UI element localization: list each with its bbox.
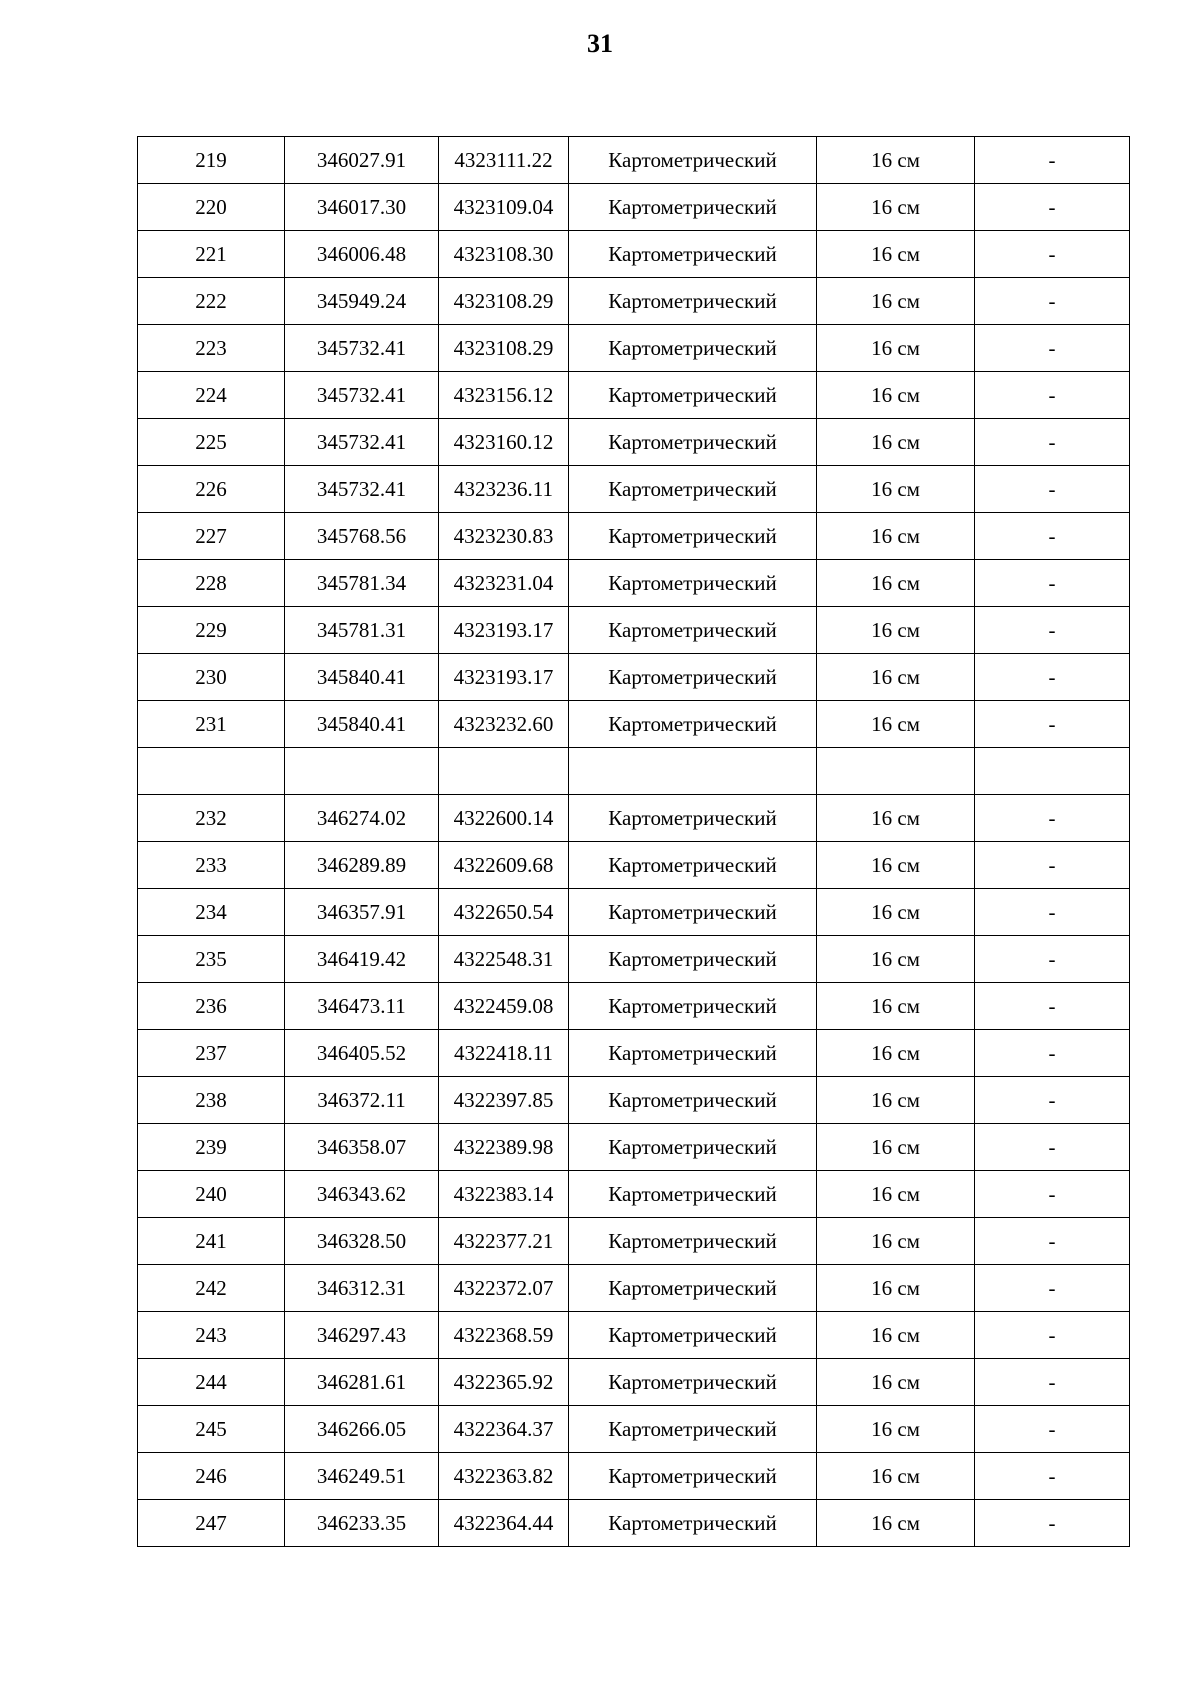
y-coordinate-cell: 4323160.12 bbox=[439, 419, 569, 466]
point-number-cell: 231 bbox=[138, 701, 285, 748]
point-number-cell: 240 bbox=[138, 1171, 285, 1218]
accuracy-cell: 16 см bbox=[817, 137, 975, 184]
point-number-cell: 226 bbox=[138, 466, 285, 513]
point-number-cell: 229 bbox=[138, 607, 285, 654]
note-cell: - bbox=[975, 1453, 1130, 1500]
table-row bbox=[138, 748, 1130, 795]
point-number-cell: 235 bbox=[138, 936, 285, 983]
point-number-cell: 238 bbox=[138, 1077, 285, 1124]
method-cell: Картометрический bbox=[569, 466, 817, 513]
point-number-cell: 239 bbox=[138, 1124, 285, 1171]
method-cell: Картометрический bbox=[569, 231, 817, 278]
note-cell: - bbox=[975, 372, 1130, 419]
method-cell: Картометрический bbox=[569, 795, 817, 842]
y-coordinate-cell: 4323156.12 bbox=[439, 372, 569, 419]
note-cell bbox=[975, 748, 1130, 795]
x-coordinate-cell: 345781.31 bbox=[285, 607, 439, 654]
point-number-cell: 228 bbox=[138, 560, 285, 607]
x-coordinate-cell: 345840.41 bbox=[285, 654, 439, 701]
table-row bbox=[138, 607, 1130, 654]
accuracy-cell: 16 см bbox=[817, 1312, 975, 1359]
method-cell: Картометрический bbox=[569, 1500, 817, 1547]
note-cell: - bbox=[975, 654, 1130, 701]
point-number-cell: 247 bbox=[138, 1500, 285, 1547]
point-number-cell: 225 bbox=[138, 419, 285, 466]
x-coordinate-cell: 345732.41 bbox=[285, 419, 439, 466]
y-coordinate-cell: 4322600.14 bbox=[439, 795, 569, 842]
accuracy-cell: 16 см bbox=[817, 983, 975, 1030]
point-number-cell: 227 bbox=[138, 513, 285, 560]
y-coordinate-cell: 4322397.85 bbox=[439, 1077, 569, 1124]
y-coordinate-cell: 4322548.31 bbox=[439, 936, 569, 983]
table-row bbox=[138, 842, 1130, 889]
note-cell: - bbox=[975, 1406, 1130, 1453]
table-row bbox=[138, 1500, 1130, 1547]
y-coordinate-cell: 4322383.14 bbox=[439, 1171, 569, 1218]
point-number-cell: 242 bbox=[138, 1265, 285, 1312]
y-coordinate-cell: 4322364.37 bbox=[439, 1406, 569, 1453]
note-cell: - bbox=[975, 842, 1130, 889]
x-coordinate-cell: 346027.91 bbox=[285, 137, 439, 184]
x-coordinate-cell: 346006.48 bbox=[285, 231, 439, 278]
x-coordinate-cell: 346297.43 bbox=[285, 1312, 439, 1359]
method-cell: Картометрический bbox=[569, 278, 817, 325]
x-coordinate-cell: 345732.41 bbox=[285, 466, 439, 513]
y-coordinate-cell: 4323230.83 bbox=[439, 513, 569, 560]
table-row bbox=[138, 1265, 1130, 1312]
accuracy-cell: 16 см bbox=[817, 607, 975, 654]
x-coordinate-cell: 345768.56 bbox=[285, 513, 439, 560]
note-cell: - bbox=[975, 1171, 1130, 1218]
table-row bbox=[138, 278, 1130, 325]
x-coordinate-cell: 346343.62 bbox=[285, 1171, 439, 1218]
y-coordinate-cell: 4323232.60 bbox=[439, 701, 569, 748]
accuracy-cell: 16 см bbox=[817, 1030, 975, 1077]
accuracy-cell: 16 см bbox=[817, 1265, 975, 1312]
y-coordinate-cell: 4323236.11 bbox=[439, 466, 569, 513]
table-row bbox=[138, 1312, 1130, 1359]
note-cell: - bbox=[975, 513, 1130, 560]
x-coordinate-cell bbox=[285, 748, 439, 795]
y-coordinate-cell: 4322364.44 bbox=[439, 1500, 569, 1547]
table-row bbox=[138, 1171, 1130, 1218]
note-cell: - bbox=[975, 936, 1130, 983]
table-row bbox=[138, 1077, 1130, 1124]
table-row bbox=[138, 560, 1130, 607]
point-number-cell: 236 bbox=[138, 983, 285, 1030]
table-row bbox=[138, 1030, 1130, 1077]
note-cell: - bbox=[975, 231, 1130, 278]
note-cell: - bbox=[975, 1265, 1130, 1312]
x-coordinate-cell: 346017.30 bbox=[285, 184, 439, 231]
method-cell: Картометрический bbox=[569, 654, 817, 701]
y-coordinate-cell: 4323193.17 bbox=[439, 654, 569, 701]
note-cell: - bbox=[975, 184, 1130, 231]
method-cell: Картометрический bbox=[569, 607, 817, 654]
method-cell bbox=[569, 748, 817, 795]
method-cell: Картометрический bbox=[569, 419, 817, 466]
note-cell: - bbox=[975, 419, 1130, 466]
y-coordinate-cell: 4322609.68 bbox=[439, 842, 569, 889]
note-cell: - bbox=[975, 1030, 1130, 1077]
point-number-cell: 224 bbox=[138, 372, 285, 419]
x-coordinate-cell: 346358.07 bbox=[285, 1124, 439, 1171]
accuracy-cell: 16 см bbox=[817, 1124, 975, 1171]
method-cell: Картометрический bbox=[569, 936, 817, 983]
x-coordinate-cell: 346372.11 bbox=[285, 1077, 439, 1124]
x-coordinate-cell: 346405.52 bbox=[285, 1030, 439, 1077]
y-coordinate-cell bbox=[439, 748, 569, 795]
accuracy-cell: 16 см bbox=[817, 325, 975, 372]
x-coordinate-cell: 346312.31 bbox=[285, 1265, 439, 1312]
x-coordinate-cell: 346357.91 bbox=[285, 889, 439, 936]
y-coordinate-cell: 4322389.98 bbox=[439, 1124, 569, 1171]
x-coordinate-cell: 346289.89 bbox=[285, 842, 439, 889]
accuracy-cell: 16 см bbox=[817, 936, 975, 983]
method-cell: Картометрический bbox=[569, 560, 817, 607]
accuracy-cell: 16 см bbox=[817, 1406, 975, 1453]
page-number: 31 bbox=[587, 29, 613, 58]
y-coordinate-cell: 4323109.04 bbox=[439, 184, 569, 231]
point-number-cell: 219 bbox=[138, 137, 285, 184]
table-row bbox=[138, 1406, 1130, 1453]
point-number-cell: 234 bbox=[138, 889, 285, 936]
method-cell: Картометрический bbox=[569, 1265, 817, 1312]
x-coordinate-cell: 345840.41 bbox=[285, 701, 439, 748]
x-coordinate-cell: 345732.41 bbox=[285, 372, 439, 419]
point-number-cell: 232 bbox=[138, 795, 285, 842]
point-number-cell: 223 bbox=[138, 325, 285, 372]
table-row bbox=[138, 184, 1130, 231]
x-coordinate-cell: 345732.41 bbox=[285, 325, 439, 372]
x-coordinate-cell: 346419.42 bbox=[285, 936, 439, 983]
point-number-cell: 221 bbox=[138, 231, 285, 278]
y-coordinate-cell: 4323108.30 bbox=[439, 231, 569, 278]
note-cell: - bbox=[975, 701, 1130, 748]
point-number-cell: 244 bbox=[138, 1359, 285, 1406]
accuracy-cell: 16 см bbox=[817, 560, 975, 607]
y-coordinate-cell: 4323111.22 bbox=[439, 137, 569, 184]
accuracy-cell: 16 см bbox=[817, 231, 975, 278]
y-coordinate-cell: 4322363.82 bbox=[439, 1453, 569, 1500]
y-coordinate-cell: 4323108.29 bbox=[439, 325, 569, 372]
x-coordinate-cell: 345781.34 bbox=[285, 560, 439, 607]
coordinates-table bbox=[137, 136, 1130, 1547]
x-coordinate-cell: 346233.35 bbox=[285, 1500, 439, 1547]
accuracy-cell: 16 см bbox=[817, 842, 975, 889]
table-row bbox=[138, 419, 1130, 466]
y-coordinate-cell: 4323231.04 bbox=[439, 560, 569, 607]
accuracy-cell: 16 см bbox=[817, 278, 975, 325]
y-coordinate-cell: 4322365.92 bbox=[439, 1359, 569, 1406]
method-cell: Картометрический bbox=[569, 1077, 817, 1124]
method-cell: Картометрический bbox=[569, 184, 817, 231]
y-coordinate-cell: 4322372.07 bbox=[439, 1265, 569, 1312]
accuracy-cell: 16 см bbox=[817, 654, 975, 701]
note-cell: - bbox=[975, 325, 1130, 372]
y-coordinate-cell: 4322650.54 bbox=[439, 889, 569, 936]
note-cell: - bbox=[975, 278, 1130, 325]
table-row bbox=[138, 983, 1130, 1030]
note-cell: - bbox=[975, 1077, 1130, 1124]
method-cell: Картометрический bbox=[569, 983, 817, 1030]
note-cell: - bbox=[975, 889, 1130, 936]
note-cell: - bbox=[975, 1218, 1130, 1265]
accuracy-cell: 16 см bbox=[817, 701, 975, 748]
method-cell: Картометрический bbox=[569, 513, 817, 560]
accuracy-cell: 16 см bbox=[817, 372, 975, 419]
table-row bbox=[138, 1453, 1130, 1500]
note-cell: - bbox=[975, 607, 1130, 654]
x-coordinate-cell: 345949.24 bbox=[285, 278, 439, 325]
note-cell: - bbox=[975, 983, 1130, 1030]
note-cell: - bbox=[975, 1124, 1130, 1171]
x-coordinate-cell: 346266.05 bbox=[285, 1406, 439, 1453]
accuracy-cell: 16 см bbox=[817, 1500, 975, 1547]
note-cell: - bbox=[975, 795, 1130, 842]
table-row bbox=[138, 1359, 1130, 1406]
accuracy-cell: 16 см bbox=[817, 466, 975, 513]
accuracy-cell bbox=[817, 748, 975, 795]
accuracy-cell: 16 см bbox=[817, 795, 975, 842]
method-cell: Картометрический bbox=[569, 137, 817, 184]
table-row bbox=[138, 1124, 1130, 1171]
point-number-cell: 243 bbox=[138, 1312, 285, 1359]
accuracy-cell: 16 см bbox=[817, 1453, 975, 1500]
point-number-cell: 220 bbox=[138, 184, 285, 231]
table-row bbox=[138, 325, 1130, 372]
method-cell: Картометрический bbox=[569, 1030, 817, 1077]
coordinates-table-body bbox=[138, 137, 1130, 1547]
x-coordinate-cell: 346328.50 bbox=[285, 1218, 439, 1265]
point-number-cell: 233 bbox=[138, 842, 285, 889]
method-cell: Картометрический bbox=[569, 1453, 817, 1500]
accuracy-cell: 16 см bbox=[817, 889, 975, 936]
note-cell: - bbox=[975, 1359, 1130, 1406]
method-cell: Картометрический bbox=[569, 372, 817, 419]
table-row bbox=[138, 654, 1130, 701]
note-cell: - bbox=[975, 560, 1130, 607]
method-cell: Картометрический bbox=[569, 1218, 817, 1265]
note-cell: - bbox=[975, 137, 1130, 184]
point-number-cell: 241 bbox=[138, 1218, 285, 1265]
table-row bbox=[138, 1218, 1130, 1265]
method-cell: Картометрический bbox=[569, 701, 817, 748]
y-coordinate-cell: 4322418.11 bbox=[439, 1030, 569, 1077]
point-number-cell: 245 bbox=[138, 1406, 285, 1453]
method-cell: Картометрический bbox=[569, 1124, 817, 1171]
accuracy-cell: 16 см bbox=[817, 1171, 975, 1218]
table-row bbox=[138, 936, 1130, 983]
x-coordinate-cell: 346281.61 bbox=[285, 1359, 439, 1406]
method-cell: Картометрический bbox=[569, 889, 817, 936]
accuracy-cell: 16 см bbox=[817, 1359, 975, 1406]
point-number-cell: 222 bbox=[138, 278, 285, 325]
note-cell: - bbox=[975, 1312, 1130, 1359]
table-row bbox=[138, 466, 1130, 513]
method-cell: Картометрический bbox=[569, 325, 817, 372]
table-row bbox=[138, 795, 1130, 842]
accuracy-cell: 16 см bbox=[817, 184, 975, 231]
point-number-cell: 246 bbox=[138, 1453, 285, 1500]
accuracy-cell: 16 см bbox=[817, 1077, 975, 1124]
method-cell: Картометрический bbox=[569, 842, 817, 889]
accuracy-cell: 16 см bbox=[817, 419, 975, 466]
table-row bbox=[138, 513, 1130, 560]
table-row bbox=[138, 137, 1130, 184]
point-number-cell: 230 bbox=[138, 654, 285, 701]
x-coordinate-cell: 346274.02 bbox=[285, 795, 439, 842]
x-coordinate-cell: 346473.11 bbox=[285, 983, 439, 1030]
y-coordinate-cell: 4322377.21 bbox=[439, 1218, 569, 1265]
note-cell: - bbox=[975, 1500, 1130, 1547]
point-number-cell bbox=[138, 748, 285, 795]
table-row bbox=[138, 231, 1130, 278]
method-cell: Картометрический bbox=[569, 1359, 817, 1406]
table-row bbox=[138, 372, 1130, 419]
table-row bbox=[138, 701, 1130, 748]
y-coordinate-cell: 4323108.29 bbox=[439, 278, 569, 325]
x-coordinate-cell: 346249.51 bbox=[285, 1453, 439, 1500]
accuracy-cell: 16 см bbox=[817, 513, 975, 560]
method-cell: Картометрический bbox=[569, 1171, 817, 1218]
y-coordinate-cell: 4322368.59 bbox=[439, 1312, 569, 1359]
note-cell: - bbox=[975, 466, 1130, 513]
accuracy-cell: 16 см bbox=[817, 1218, 975, 1265]
table-row bbox=[138, 889, 1130, 936]
method-cell: Картометрический bbox=[569, 1312, 817, 1359]
y-coordinate-cell: 4323193.17 bbox=[439, 607, 569, 654]
point-number-cell: 237 bbox=[138, 1030, 285, 1077]
y-coordinate-cell: 4322459.08 bbox=[439, 983, 569, 1030]
method-cell: Картометрический bbox=[569, 1406, 817, 1453]
